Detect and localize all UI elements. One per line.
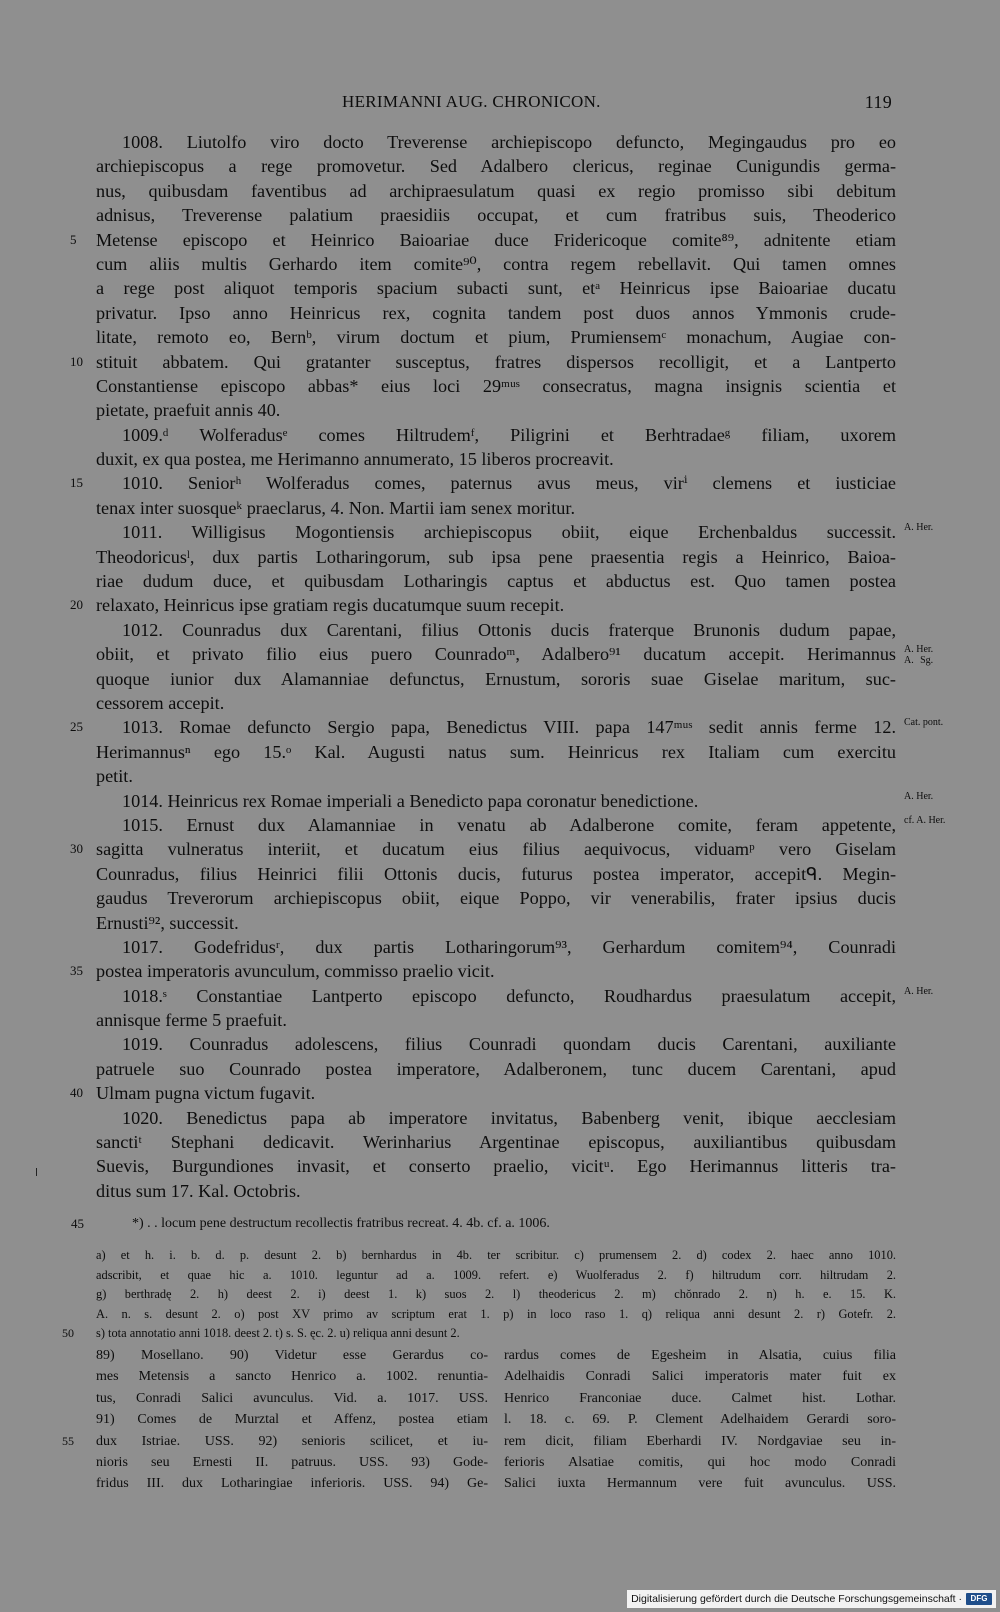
running-header [92, 92, 892, 116]
text-line [504, 1409, 896, 1430]
text-line [96, 1008, 896, 1032]
text-line [96, 130, 896, 154]
line-text: cessorem accepit. [96, 692, 225, 713]
line-text: 1012. Counradus dux Carentani, filius Ottonis ducis fraterque Brunonis dudum papae, [122, 619, 896, 640]
line-text: obiit, et privato filio eius puero Counradoᵐ, Adalbero⁹¹ ducatum accepit. Herimannus [96, 644, 896, 665]
line-text: Ernusti⁹², successit. [96, 912, 239, 933]
text-line [70, 228, 896, 252]
line-text: A. n. s. desunt 2. o) post XV primo av scriptum erat 1. p) in loco raso 1. q) reliqua anni desunt 2. r) Gotefr. 2. [96, 1306, 896, 1321]
line-text: Theodoricusˡ, dux partis Lotharingorum, sub ipsa pene praesentia regis a Heinrico, Baioa- [96, 546, 896, 567]
text-line [96, 691, 896, 715]
text-line [96, 813, 946, 837]
star-footnote-text: *) . . locum pene destructum recollectis fratribus recreat. 4. 4b. cf. a. 1006. [132, 1216, 550, 1231]
text-line [70, 471, 896, 495]
text-line [96, 789, 934, 813]
text-line [96, 1345, 488, 1366]
line-text: riae dudum duce, et quibusdam Lotharingis captus et abductus est. Quo tamen postea [96, 571, 896, 592]
text-line [70, 837, 896, 861]
line-text: Ulmam pugna victum fugavit. [96, 1083, 316, 1104]
text-line [96, 569, 896, 593]
critical-apparatus [62, 1246, 896, 1344]
text-line [504, 1431, 896, 1452]
text-line [96, 1473, 488, 1494]
text-line [96, 325, 896, 349]
text-line [70, 1081, 896, 1105]
text-line [70, 593, 896, 617]
marginal-source-note: Cat. pont. [904, 717, 944, 729]
star-footnote [71, 1214, 896, 1234]
text-line [96, 520, 934, 544]
line-text: 1018.ˢ Constantiae Lantperto episcopo defuncto, Roudhardus praesulatum accepit, [122, 985, 896, 1006]
text-line [96, 1106, 896, 1130]
text-line [96, 1388, 488, 1409]
line-text: quoque iunior dux Alamanniae defunctus, Ernustum, sororis suae Giselae maritum, suc- [96, 668, 896, 689]
text-line [96, 1305, 896, 1325]
line-text: Herimannusⁿ ego 15.ᵒ Kal. Augusti natus sum. Heinricus rex Italiam cum exercitu [96, 741, 896, 762]
line-number: 10 [70, 353, 83, 369]
line-text: Counradus, filius Heinrici filii Ottonis ducis, futurus postea imperator, accepitᑫ. Megin- [96, 863, 896, 884]
marginal-source-note: A. Her. [904, 522, 934, 534]
text-line [96, 667, 896, 691]
text-line [96, 1366, 488, 1387]
notes-column-left [62, 1345, 488, 1495]
text-line [96, 886, 896, 910]
line-text: adscribit, et quae hic a. 1010. leguntur ad a. 1009. refert. e) Wuolferadus 2. f) hiltrudum corr. hiltrudam 2. [96, 1267, 896, 1282]
line-text: 1020. Benedictus papa ab imperatore invitatus, Babenberg venit, ibique aecclesiam [122, 1107, 896, 1128]
text-line [504, 1473, 896, 1494]
text-line [96, 1409, 488, 1430]
margin-tick-mark [36, 1168, 37, 1176]
line-text: stituit abbatem. Qui gratanter susceptus, fratres dispersos recolligit, et a Lantperto [96, 351, 896, 372]
text-line [96, 1285, 896, 1305]
line-text: fridus III. dux Lotharingiae inferioris. USS. 94) Ge- [96, 1476, 488, 1492]
text-line [96, 935, 896, 959]
digitization-credit [627, 1590, 996, 1608]
line-text: l. 18. c. 69. P. Clement Adelhaidem Gerardi soro- [504, 1412, 896, 1428]
line-text: archiepiscopus a rege promovetur. Sed Adalbero clericus, reginae Cunigundis germa- [96, 156, 896, 177]
text-line [504, 1388, 896, 1409]
line-text: litate, remoto eo, Bernᵇ, virum doctum et pium, Prumiensemᶜ monachum, Augiae con- [96, 327, 896, 348]
page-number: 119 [864, 92, 892, 112]
line-text: adnisus, Treverense palatium praesidiis occupat, et cum fratribus suis, Theoderico [96, 205, 896, 226]
line-text: annisque ferme 5 praefuit. [96, 1010, 287, 1031]
line-text: Adelhaidis Conradi Salici imperatoris mater fuit ex [504, 1369, 896, 1385]
line-text: nus, quibusdam faventibus ad archipraesulatum quasi ex regio promisso sibi debitum [96, 180, 896, 201]
line-text: relaxato, Heinricus ipse gratiam regis ducatumque suum recepit. [96, 595, 565, 616]
text-line [96, 447, 896, 471]
text-line [96, 398, 896, 422]
line-text: ditus sum 17. Kal. Octobris. [96, 1180, 301, 1201]
line-text: 1008. Liutolfo viro docto Treverense archiepiscopo defuncto, Megingaudus pro eo [122, 132, 896, 152]
line-number: 35 [70, 963, 83, 979]
line-text: nioris seu Ernesti II. patruus. USS. 93) Gode- [96, 1454, 488, 1470]
line-text: 89) Mosellano. 90) Videtur esse Gerardus co- [96, 1348, 488, 1363]
line-text: 1009.ᵈ Wolferadusᵉ comes Hiltrudemᶠ, Piligrini et Berhtradaeᵍ filiam, uxorem [122, 424, 896, 445]
line-text: Metense episcopo et Heinrico Baioariae duce Fridericoque comite⁸⁹, adnitente etiam [96, 229, 896, 250]
main-text [70, 130, 946, 1203]
line-number: 40 [70, 1085, 83, 1101]
line-text: 1011. Willigisus Mogontiensis archiepiscopus obiit, eique Erchenbaldus successit. [122, 522, 896, 543]
line-number: 15 [70, 475, 83, 491]
text-line [62, 1431, 488, 1452]
marginal-source-note: cf. A. Her. [904, 814, 946, 826]
text-line [70, 350, 896, 374]
line-number: 20 [70, 597, 83, 613]
text-line [96, 496, 896, 520]
marginal-source-note: A. Her. A. Sg. [904, 644, 934, 667]
line-text: Constantiense episcopo abbas* eius loci 29ᵐᵘˢ consecratus, magna insignis scientia et [96, 375, 896, 396]
editor-notes [62, 1345, 896, 1492]
line-text: tenax inter suosqueᵏ praeclarus, 4. Non. Martii iam senex moritur. [96, 497, 575, 518]
line-text: Henrico Franconiae duce. Calmet hist. Lothar. [504, 1390, 896, 1406]
line-text: 1013. Romae defuncto Sergio papa, Benedictus VIII. papa 147ᵐᵘˢ sedit annis ferme 12. [122, 717, 896, 738]
text-line [504, 1452, 896, 1473]
text-line [96, 984, 934, 1008]
line-text: rardus comes de Egesheim in Alsatia, cuius filia [504, 1348, 896, 1363]
text-line [96, 764, 896, 788]
marginal-source-note: A. Her. [904, 790, 934, 802]
line-number: 45 [71, 1216, 84, 1231]
line-text: a rege post aliquot temporis spacium subacti sunt, etᵃ Heinricus ipse Baioariae ducatu [96, 278, 896, 299]
notes-column-right [504, 1345, 896, 1495]
line-number: 55 [62, 1433, 74, 1448]
line-text: Suevis, Burgundiones invasit, et conserto praelio, vicitᵘ. Ego Herimannus litteris tra- [96, 1156, 896, 1177]
text-line [96, 301, 896, 325]
line-number: 50 [62, 1326, 74, 1341]
text-line [96, 1266, 896, 1286]
text-line [96, 740, 896, 764]
line-text: 1017. Godefridusʳ, dux partis Lotharingorum⁹³, Gerhardum comitem⁹⁴, Counradi [122, 936, 896, 957]
line-text: postea imperatoris avunculum, commisso praelio vicit. [96, 961, 495, 982]
line-text: patruele suo Counrado postea imperatore, Adalberonem, tunc ducem Carentani, apud [96, 1058, 896, 1079]
text-line [96, 154, 896, 178]
line-text: mes Metensis a sancto Henrico a. 1002. renuntia- [96, 1369, 488, 1385]
text-line [96, 179, 896, 203]
line-text: s) tota annotatio anni 1018. deest 2. t) s. S. ęc. 2. u) reliqua anni desunt 2. [96, 1326, 460, 1341]
line-text: cum aliis multis Gerhardo item comite⁹⁰, contra regem rebellavit. Qui tamen omnes [96, 253, 896, 274]
line-text: dux Istriae. USS. 92) senioris scilicet, et iu- [96, 1433, 488, 1449]
text-line [96, 1246, 896, 1266]
line-text: ferioris Alsatiae comitis, qui hoc modo Conradi [504, 1454, 896, 1470]
line-text: duxit, ex qua postea, me Herimanno annumerato, 15 liberos procreavit. [96, 449, 614, 470]
line-text: 1019. Counradus adolescens, filius Counradi quondam ducis Carentani, auxiliante [122, 1034, 896, 1055]
line-text: rem dicit, filiam Eberhardi IV. Nordgaviae seu in- [504, 1433, 896, 1449]
text-line [96, 276, 896, 300]
line-text: sanctiᵗ Stephani dedicavit. Werinharius Argentinae episcopus, auxiliantibus quibusdam [96, 1132, 896, 1153]
text-line [96, 642, 934, 667]
text-line [96, 862, 896, 886]
line-text: tus, Conradi Salici avunculus. Vid. a. 1017. USS. [96, 1390, 488, 1406]
credit-text: Digitalisierung gefördert durch die Deutsche Forschungsgemeinschaft · [631, 1593, 962, 1605]
line-text: 1010. Seniorʰ Wolferadus comes, paternus avus meus, virⁱ clemens et iusticiae [122, 473, 896, 494]
text-line [96, 1032, 896, 1056]
marginal-source-note: A. Her. [904, 985, 934, 997]
text-line [96, 1057, 896, 1081]
line-text: pietate, praefuit annis 40. [96, 400, 281, 421]
line-text: g) berthradę 2. h) deest 2. i) deest 1. k) suos 2. l) theodericus 2. m) chŏnrado 2. n) h. e. 15. K. [96, 1287, 896, 1302]
text-line [70, 715, 944, 739]
text-line [96, 1179, 896, 1203]
text-line [96, 618, 896, 642]
text-line [504, 1366, 896, 1387]
text-line [96, 911, 896, 935]
text-line [62, 1324, 896, 1344]
text-line [96, 423, 896, 447]
text-line [96, 545, 896, 569]
line-number: 5 [70, 231, 77, 247]
line-text: sagitta vulneratus interiit, et ducatum eius filius aequivocus, viduamᵖ vero Giselam [96, 839, 896, 860]
line-text: 1015. Ernust dux Alamanniae in venatu ab Adalberone comite, feram appetente, [122, 814, 896, 835]
text-line [70, 959, 896, 983]
text-line [96, 252, 896, 276]
text-line [96, 1130, 896, 1154]
line-text: 91) Comes de Murztal et Affenz, postea etiam [96, 1412, 488, 1428]
line-text: a) et h. i. b. d. p. desunt 2. b) bernhardus in 4b. ter scribitur. c) prumensem 2. d) codex 2. haec anno 1010. [96, 1248, 896, 1262]
text-line [96, 374, 896, 398]
text-line [504, 1345, 896, 1366]
running-title: HERIMANNI AUG. CHRONICON. [342, 92, 601, 111]
line-text: petit. [96, 766, 133, 787]
line-number: 25 [70, 719, 83, 735]
line-text: Salici iuxta Hermannum vere fuit avunculus. USS. [504, 1476, 896, 1492]
line-text: privatur. Ipso anno Heinricus rex, cognita tandem post duos annos Ymmonis crude- [96, 302, 896, 323]
text-line [96, 203, 896, 227]
dfg-logo: DFG [966, 1593, 992, 1605]
text-line [96, 1154, 896, 1178]
text-line [96, 1452, 488, 1473]
line-text: 1014. Heinricus rex Romae imperiali a Benedicto papa coronatur benedictione. [122, 790, 699, 811]
line-number: 30 [70, 841, 83, 857]
line-text: gaudus Treverorum archiepiscopus obiit, eique Poppo, vir venerabilis, frater ipsius ducis [96, 888, 896, 909]
